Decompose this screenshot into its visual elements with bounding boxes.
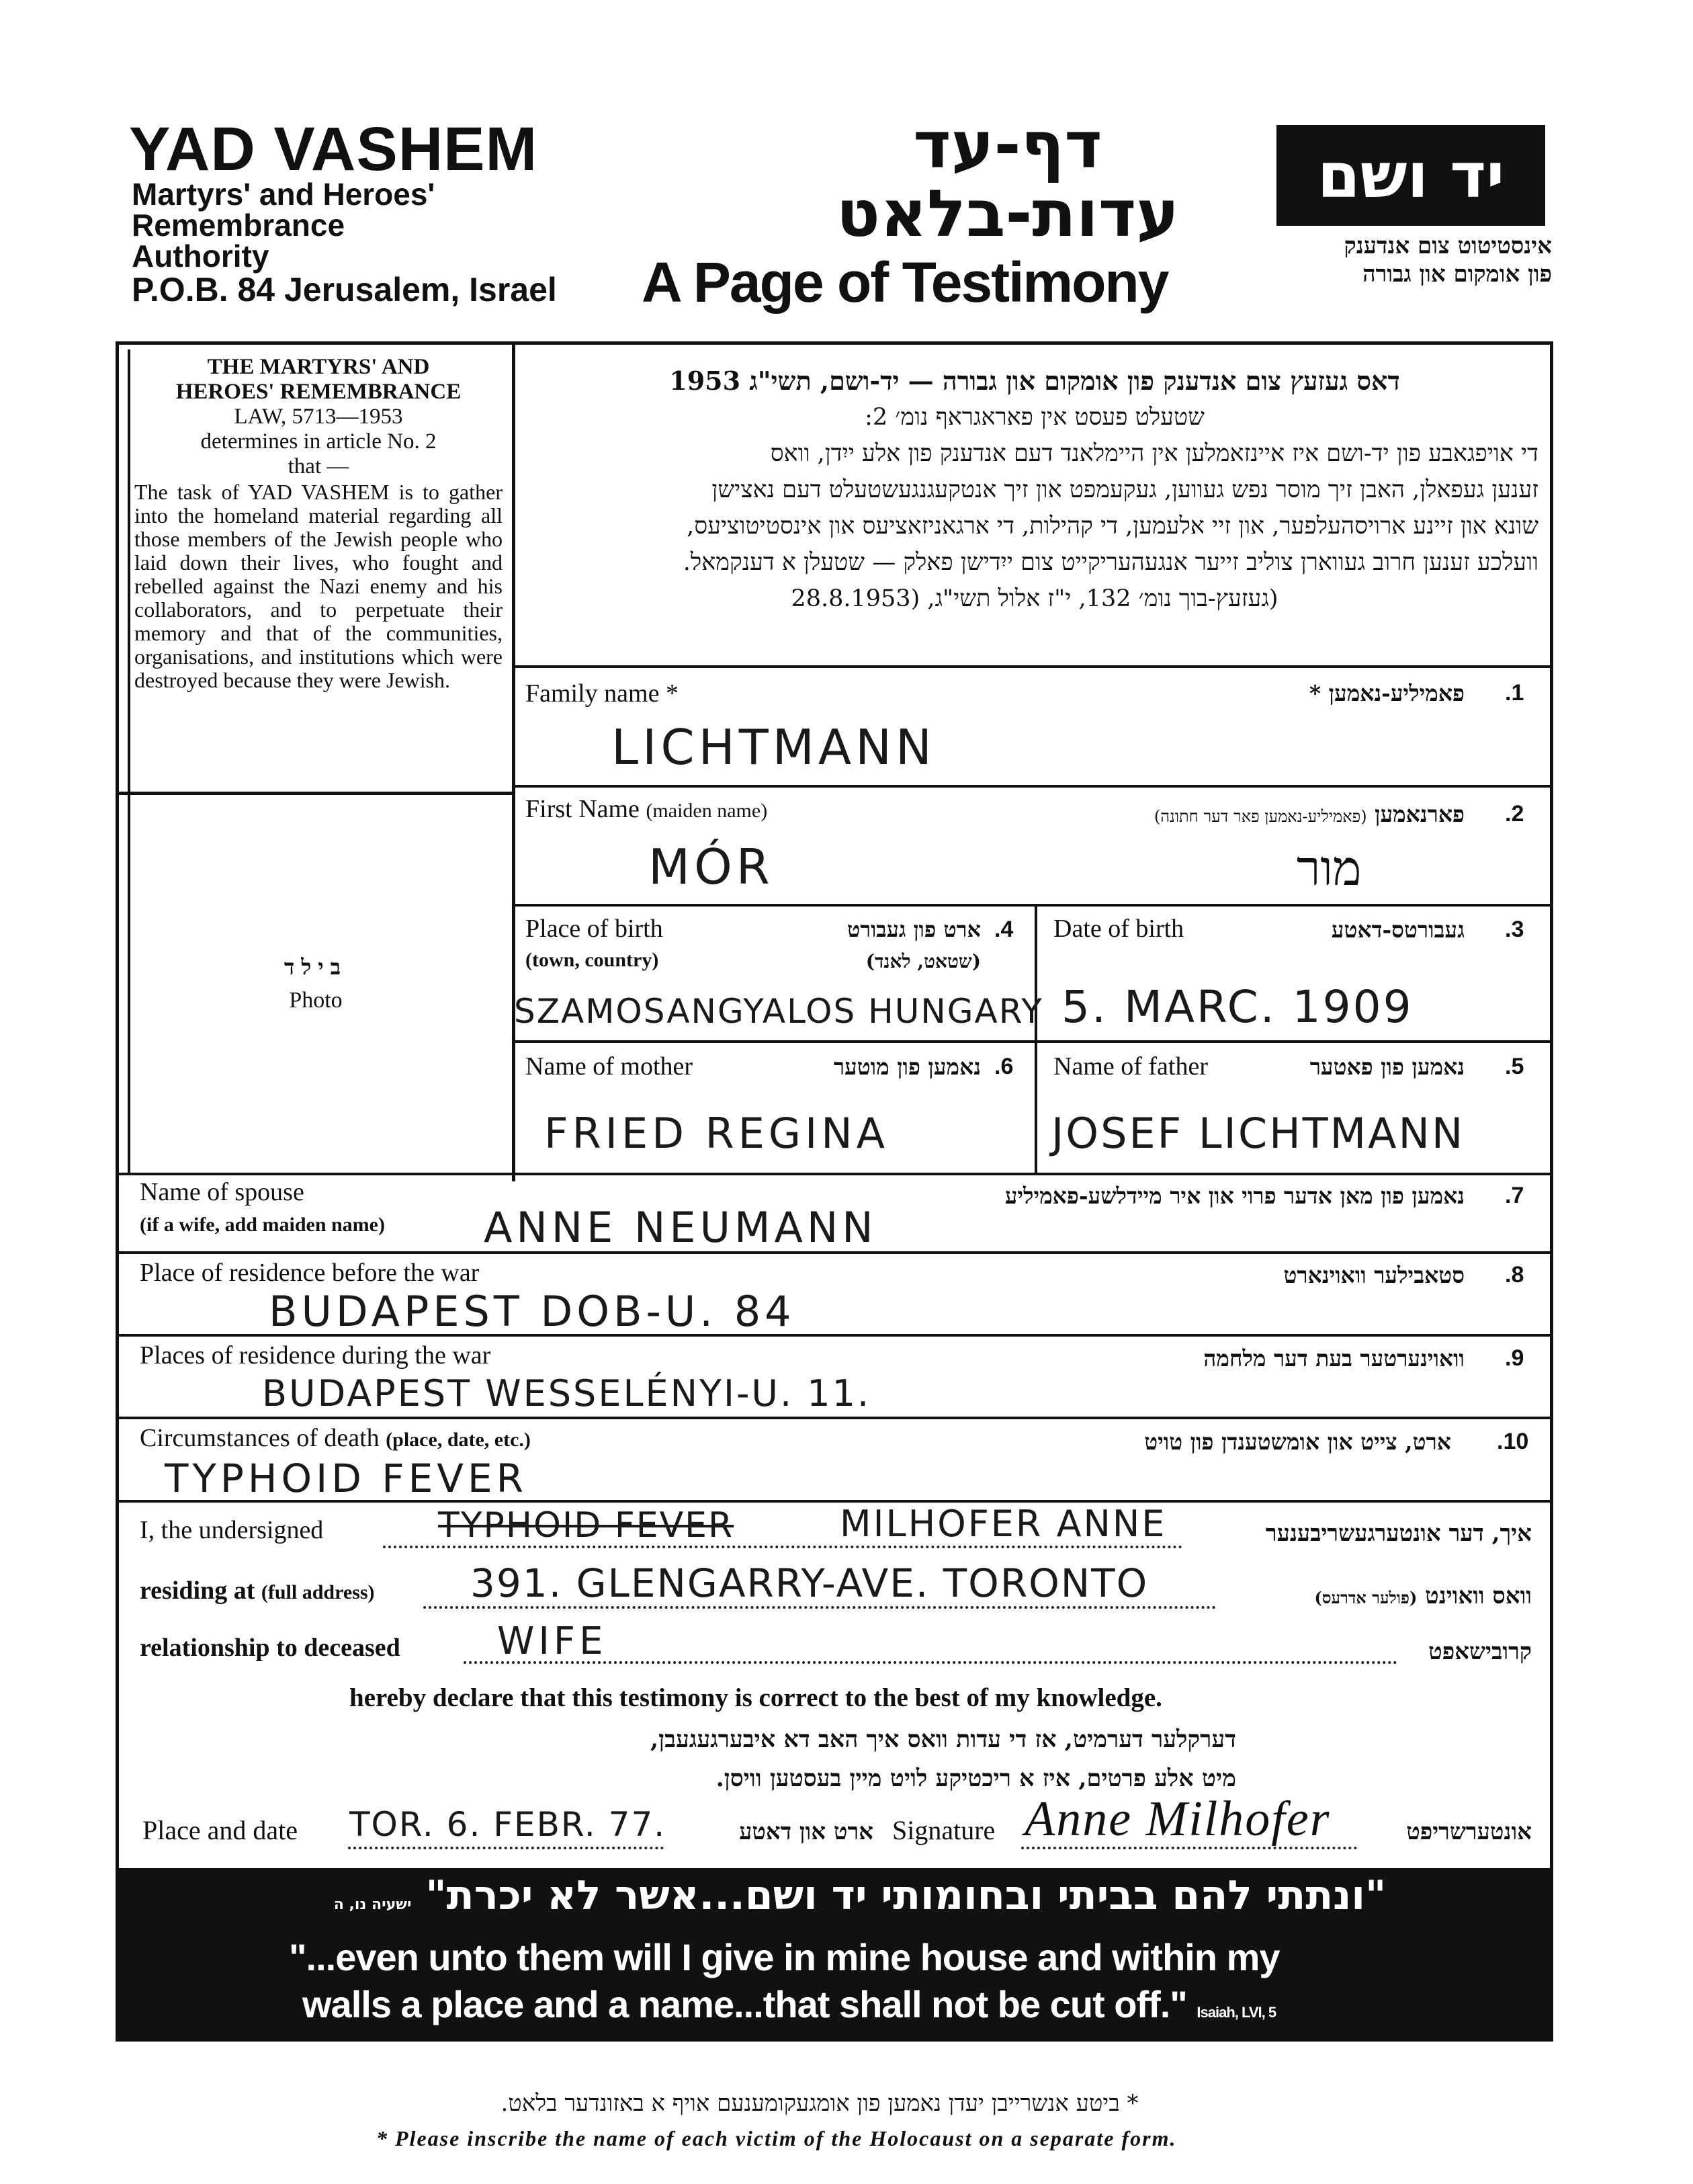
law-box [134,355,503,692]
undersigned-struck: TYPHOID FEVER [438,1505,734,1546]
undersigned-value: MILHOFER ANNE [840,1503,1167,1545]
first-name-label-heb-small: (פאמיליע-נאמען פאר דער חתונה) [1154,807,1367,826]
org-address: P.O.B. 84 Jerusalem, Israel [132,271,557,308]
law-heb-5: שונא און זיינע ארויסהעלפער, און זיי אלעמען, די קהילות, די ארגאניזאציעס און אינסטיטוציעס, [687,513,1538,540]
place-of-birth-label-heb: ארט פון געבורט [847,917,981,942]
spouse-num: .7 [1505,1183,1524,1208]
banner-hebrew [282,1872,1438,1919]
banner-english-2 [302,1982,1276,2026]
banner-english-ref: Isaiah, LVI, 5 [1197,2004,1276,2021]
residence-before-value: BUDAPEST DOB-U. 84 [269,1287,795,1336]
residence-during-label: Places of residence during the war [140,1341,491,1370]
father-name-num: .5 [1505,1054,1524,1079]
place-date-label: Place and date [142,1815,298,1845]
spouse-label: Name of spouse [140,1178,304,1206]
mother-name-value: FRIED REGINA [544,1109,889,1158]
first-name-label-text: First Name [525,795,640,823]
signature-label-heb: אונטערשריפט [1406,1818,1532,1845]
place-of-birth-num: .4 [994,917,1014,942]
father-name-label: Name of father [1053,1052,1208,1081]
law-heb-7: (געזעץ-בוך נומ׳ 132, י"ז אלול תשי"ג, (28.8.1953 [791,585,1278,612]
family-name-num: .1 [1505,680,1524,706]
law-heb-1: דאס געזעץ צום אנדענק פון אומקום און גבורה — יד-ושם, תשי"ג 1953 [669,366,1400,396]
circumstances-label-small: (place, date, etc.) [386,1429,531,1451]
residence-during-label-heb: וואוינערטער בעת דער מלחמה [1203,1345,1465,1372]
law-title-3: LAW, 5713—1953 [234,405,403,429]
family-name-value: LICHTMANN [611,719,936,775]
first-name-value-heb: מור [1297,840,1362,896]
first-name-label [525,794,767,824]
residing-label [140,1576,375,1605]
org-name: YAD VASHEM [129,115,538,183]
banner-hebrew-ref: ישעיה נו, ה [333,1896,412,1913]
relationship-label: relationship to deceased [140,1634,400,1662]
yad-vashem-logo [1276,125,1545,226]
date-of-birth-label-heb: געבורטס-דאטע [1331,917,1465,943]
place-date-label-heb: ארט און דאטע [739,1818,873,1845]
residence-before-label-heb: סטאבילער וואוינארט [1283,1262,1465,1288]
circumstances-label-heb: ארט, צייט און אומשטענדן פון טויט [1144,1429,1451,1455]
org-subtitle-3: Authority [132,239,269,274]
spouse-label-heb: נאמען פון מאן אדער פרוי און איר מיידלשע-פאמיליע [1004,1183,1465,1209]
residing-label-heb-small: (פולער אדרעס) [1314,1588,1418,1607]
circumstances-value: TYPHOID FEVER [165,1456,527,1501]
mother-name-label: Name of mother [525,1052,693,1081]
page-title: A Page of Testimony [642,251,1168,314]
residence-during-num: .9 [1505,1345,1524,1371]
title-hebrew-2: עדות-בלאט [836,176,1180,251]
logo-text: יד ושם [1317,139,1505,212]
institute-line-2: פון אומקום און גבורה [1362,261,1552,288]
law-title-1: THE MARTYRS' AND [207,355,430,379]
law-heb-4: זענען געפאלן, האבן זיך מוסר נפש געווען, געקעמפט און זיך אנטקעגנגעשטעלט דעם נאצישן [711,476,1538,503]
banner-english-1: "...even unto them will I give in mine house and within my [289,1936,1280,1978]
first-name-num: .2 [1505,801,1524,827]
residing-label-text: residing at [140,1577,255,1605]
law-hebrew [531,363,1538,617]
relationship-label-heb: קרובישאפט [1428,1638,1532,1665]
relationship-value: WIFE [497,1620,607,1663]
signature-value: Anne Milhofer [1025,1792,1331,1847]
photo-label-hebrew: בילד [284,954,348,980]
banner-hebrew-text: "ונתתי להם בביתי ובחומותי יד ושם...אשר לא יכרת" [425,1872,1387,1919]
date-of-birth-value: 5. MARC. 1909 [1061,981,1414,1033]
date-of-birth-num: .3 [1505,917,1524,942]
photo-label: Photo [289,988,343,1013]
residing-label-heb [1209,1583,1532,1609]
undersigned-label: I, the undersigned [140,1516,324,1544]
law-heb-3: די אויפגאבע פון יד-ושם איז איינזאמלען אין היימלאנד דעם אנדענק פון אלע ייִדן, וואס [770,440,1538,467]
place-of-birth-label-heb-small: (שטאט, לאנד) [865,950,981,972]
declaration-heb-1: דערקלער דערמיט, אז די עדות וואס איך האב דא איבערגעגעבן, [650,1726,1236,1753]
law-title-5: that — [288,454,349,478]
circumstances-label [140,1423,531,1453]
family-name-label-heb: פאמיליע-נאמען * [1309,680,1465,706]
place-date-value: TOR. 6. FEBR. 77. [349,1805,666,1844]
residing-label-heb-text: וואס וואוינט [1425,1583,1532,1609]
father-name-label-heb: נאמען פון פאטער [1309,1054,1465,1080]
first-name-value: MÓR [648,839,774,895]
residing-label-small: (full address) [261,1581,375,1603]
residing-value: 391. GLENGARRY-AVE. TORONTO [470,1560,1149,1606]
undersigned-label-heb: איך, דער אונטערגעשריבענער [1265,1520,1532,1547]
residence-before-label: Place of residence before the war [140,1259,480,1287]
declaration-heb-2: מיט אלע פרטים, איז א ריכטיקע לויט מיין בעסטען וויסן. [715,1765,1236,1792]
title-hebrew-1: דף-עד [913,108,1102,183]
first-name-label-heb-text: פארנאמען [1375,801,1465,827]
law-title-4: determines in article No. 2 [200,429,437,454]
signature-label: Signature [892,1815,996,1845]
family-name-label: Family name * [525,679,679,708]
mother-name-num: .6 [994,1054,1014,1079]
spouse-label-small: (if a wife, add maiden name) [140,1214,385,1236]
law-heb-6: וועלכע זענען חרוב געווארן צוליב זייער אנגעהעריקייט צום ייִדישן פאלק — שטעלן א דענקמאל. [683,549,1538,576]
first-name-label-small: (maiden name) [646,800,768,822]
father-name-value: JOSEF LICHTMANN [1051,1109,1465,1158]
footer-hebrew: * ביטע אנשרייבן יעדן נאמען פון אומגעקומענעם אויף א באזונדער בלאט. [501,2090,1139,2117]
spouse-value: ANNE NEUMANN [484,1203,877,1252]
residence-before-num: .8 [1505,1262,1524,1288]
circumstances-num: .10 [1497,1429,1529,1454]
date-of-birth-label: Date of birth [1053,915,1184,943]
law-title-2: HEROES' REMEMBRANCE [175,380,462,404]
banner-english-2-text: walls a place and a name...that shall not be cut off." [302,1983,1187,2025]
law-heb-2: שטעלט פעסט אין פאראגראף נומ׳ 2: [865,404,1205,431]
law-body: The task of YAD VASHEM is to gather into the homeland material regarding all those members of the Jewish people who laid down their lives, who fought and rebelled against the Nazi enemy and his collaborators, and to perpetuate their memory and that of the communities, organisations, and institutions which were destroyed because they were Jewish. [134,480,503,692]
declaration-text: hereby declare that this testimony is correct to the best of my knowledge. [349,1683,1162,1712]
place-of-birth-label-small: (town, country) [525,949,659,971]
footer-english: * Please inscribe the name of each victim of the Holocaust on a separate form. [376,2126,1177,2150]
residence-during-value: BUDAPEST WESSELÉNYI-U. 11. [262,1372,871,1415]
org-subtitle-2: Remembrance [132,208,345,243]
mother-name-label-heb: נאמען פון מוטער [833,1054,981,1080]
circumstances-label-text: Circumstances of death [140,1424,380,1452]
first-name-label-heb [1008,801,1465,828]
place-of-birth-label: Place of birth [525,915,663,943]
institute-line-1: אינסטיטוט צום אנדענק [1344,233,1552,259]
org-subtitle-1: Martyrs' and Heroes' [132,177,435,212]
place-of-birth-value: SZAMOSANGYALOS HUNGARY [514,992,1043,1031]
